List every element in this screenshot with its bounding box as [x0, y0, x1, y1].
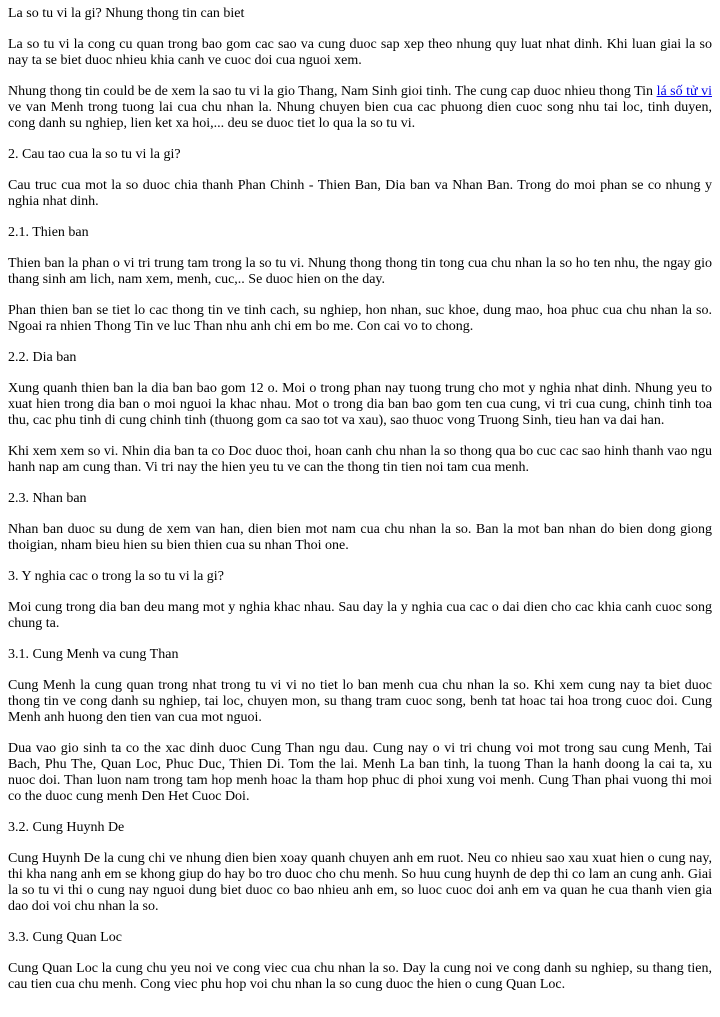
paragraph-thien-ban-2: Phan thien ban se tiet lo cac thong tin ve tinh cach, su nghiep, hon nhan, suc khoe, dung mao, hoa phuc cua chu nhan la so. Ngoai ra nhien Thong Tin ve luc Than nhu anh chi em bo me. Con cai vo to chong.: [8, 303, 712, 334]
paragraph-info: [8, 84, 712, 132]
paragraph-dia-ban-2: Khi xem xem so vi. Nhin dia ban ta co Doc duoc thoi, hoan canh chu nhan la so thong qua bo cuc cac sao hinh thanh vao ngu hanh nap am cung than. Vi tri nay the hien yeu tu ve can the thong tin tien noi tam cua menh.: [8, 444, 712, 475]
document-title: La so tu vi la gi? Nhung thong tin can biet: [8, 6, 245, 21]
paragraph-cung-quan-loc: Cung Quan Loc la cung chu yeu noi ve cong viec cua chu nhan la so. Day la cung noi ve cong danh su nghiep, su thang tien, cau tien cua chu menh. Cong viec phu hop voi chu nhan la so cung duoc the hien o cung Quan Loc.: [8, 961, 712, 992]
paragraph-thien-ban-1: Thien ban la phan o vi tri trung tam trong la so tu vi. Nhung thong thong tin tong cua chu nhan la so ho ten nhu, the ngay gio thang sinh am lich, nam xem, menh, cuc,.. Se duoc hien on the day.: [8, 256, 712, 287]
heading-section-2-2: 2.2. Dia ban: [8, 350, 77, 365]
heading-section-2: 2. Cau tao cua la so tu vi la gi?: [8, 147, 181, 162]
heading-section-3-2: 3.2. Cung Huynh De: [8, 820, 125, 835]
heading-section-3-1: 3.1. Cung Menh va cung Than: [8, 647, 179, 662]
paragraph-cung-intro: Moi cung trong dia ban deu mang mot y nghia khac nhau. Sau day la y nghia cua cac o dai dien cho cac khia canh cuoc song chung ta.: [8, 600, 712, 631]
heading-section-2-3: 2.3. Nhan ban: [8, 491, 87, 506]
la-so-tu-vi-link[interactable]: lá số tử vi: [656, 84, 712, 99]
heading-section-3-3: 3.3. Cung Quan Loc: [8, 930, 122, 945]
paragraph-structure: Cau truc cua mot la so duoc chia thanh Phan Chinh - Thien Ban, Dia ban va Nhan Ban. Trong do moi phan se co nhung y nghia nhat dinh.: [8, 178, 712, 209]
heading-section-2-1: 2.1. Thien ban: [8, 225, 89, 240]
paragraph-info-text-before: Nhung thong tin could be de xem la sao tu vi la gio Thang, Nam Sinh gioi tinh. The cung cap duoc nhieu thong Tin: [8, 84, 657, 99]
paragraph-nhan-ban: Nhan ban duoc su dung de xem van han, dien bien mot nam cua chu nhan la so. Ban la mot ban nhan do bien dong giong thoigian, nham bieu hien su bien thien cua su nhan Thoi one.: [8, 522, 712, 553]
heading-section-3: 3. Y nghia cac o trong la so tu vi la gi?: [8, 569, 224, 584]
paragraph-cung-huynh-de: Cung Huynh De la cung chi ve nhung dien bien xoay quanh chuyen anh em ruot. Neu co nhieu sao xau xuat hien o cung nay, thi kha nang anh em se khong giup do hay bo tro duoc cho chu menh. So huu cung huynh de dep thi co lam an cung anh. Giai la so tu vi thi o cung nay nguoi dung biet duoc co bao nhieu anh em, so luoc cuoc doi anh em va quan he cua thanh vien gia dao doi voi chu nhan la so.: [8, 851, 712, 914]
paragraph-intro: La so tu vi la cong cu quan trong bao gom cac sao va cung duoc sap xep theo nhung quy luat nhat dinh. Khi luan giai la so nay ta se biet duoc nhieu khia canh ve cuoc doi cua nguoi xem.: [8, 37, 712, 68]
paragraph-info-text-after: ve van Menh trong tuong lai cua chu nhan la. Nhung chuyen bien cua cac phuong dien cuoc song nhu tai loc, tinh duyen, cong danh su nghiep, lien ket xa hoi,... deu se duoc tiet lo qua la so tu vi.: [8, 100, 712, 131]
paragraph-cung-menh-2: Dua vao gio sinh ta co the xac dinh duoc Cung Than ngu dau. Cung nay o vi tri chung voi mot trong sau cung Menh, Tai Bach, Phu The, Quan Loc, Phuc Duc, Thien Di. Tom the lai. Menh La ban tinh, la tuong Than la hanh doong la cai ta, xu nuoc doi. Than luon nam trong tam hop menh hoac la tham hop phuc di phoi xung voi menh. Cung Than phai vuong thi moi co the duoc cung menh Den Het Cuoc Doi.: [8, 741, 712, 804]
paragraph-dia-ban-1: Xung quanh thien ban la dia ban bao gom 12 o. Moi o trong phan nay tuong trung cho mot y nghia nhat dinh. Nhung yeu to xuat hien trong dia ban o moi nguoi la khac nhau. Mot o trong dia ban bao gom ten cua cung, vi tri cua cung, chinh tinh toa thu, cac phu tinh di cung chinh tinh (thuong gom ca sao tot va xau), sao thuoc vong Truong Sinh, tieu han va dai han.: [8, 381, 712, 428]
paragraph-cung-menh-1: Cung Menh la cung quan trong nhat trong tu vi vi no tiet lo ban menh cua chu nhan la so. Khi xem cung nay ta biet duoc thong tin ve cong danh su nghiep, tai loc, chuyen mon, su thang tram cuoc song, benh tat hoac tai hoa trong cuoc doi. Cung Menh anh huong den tien van cua mot nguoi.: [8, 678, 712, 725]
